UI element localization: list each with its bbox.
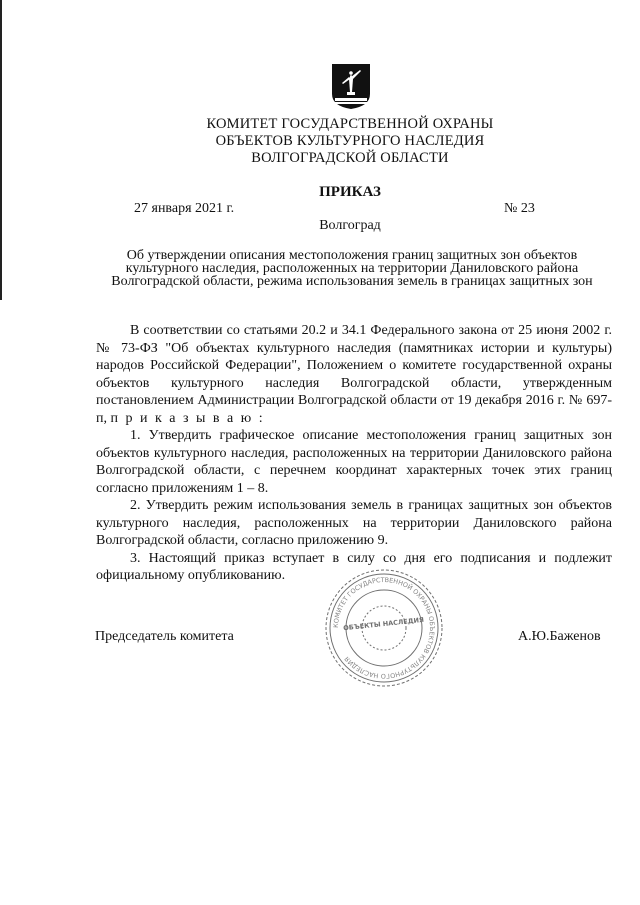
committee-name-line-2: ОБЪЕКТОВ КУЛЬТУРНОГО НАСЛЕДИЯ (215, 133, 485, 149)
order-item-3: 3. Настоящий приказ вступает в силу со дня его подписания и подлежит официальному опубликованию. (96, 550, 612, 583)
official-seal-icon (322, 566, 446, 690)
order-item-2: 2. Утвердить режим использования земель в границах защитных зон объектов культурного наследия, расположенных на территории Даниловского района Волгоградской области, согласно приложению 9. (96, 498, 612, 548)
order-preamble (96, 322, 612, 427)
order-number: № 23 (504, 201, 535, 216)
volgograd-region-emblem-icon (330, 62, 372, 110)
signer-name: А.Ю.Баженов (518, 629, 601, 644)
order-date: 27 января 2021 г. (134, 201, 235, 216)
committee-name-line-1: КОМИТЕТ ГОСУДАРСТВЕННОЙ ОХРАНЫ (206, 116, 494, 132)
signer-position: Председатель комитета (95, 629, 234, 644)
order-city: Волгоград (319, 218, 381, 233)
order-subject: Об утверждении описания местоположения границ защитных зон объектов культурного наследия, расположенных на территории Даниловского района Волгоградской области, режима использования земель в границах защитных зон (111, 248, 593, 289)
order-directive: п р и к а з ы в а ю : (110, 410, 265, 426)
stamp-ring-text: КОМИТЕТ ГОСУДАРСТВЕННОЙ ОХРАНЫ ОБЪЕКТОВ КУЛЬТУРНОГО НАСЛЕДИЯ (331, 575, 437, 681)
scan-edge-line (0, 0, 2, 300)
order-title: ПРИКАЗ (319, 184, 381, 200)
order-item-1: 1. Утвердить графическое описание местоположения границ защитных зон объектов культурного наследия, расположенных на территории Даниловского района Волгоградской области, с перечнем координат характерных точек этих границ согласно приложениям 1 – 8. (96, 428, 612, 496)
committee-name-line-3: ВОЛГОГРАДСКОЙ ОБЛАСТИ (251, 150, 449, 166)
order-body (96, 322, 612, 585)
preamble-text: В соответствии со статьями 20.2 и 34.1 Федерального закона от 25 июня 2002 г. № 73-ФЗ "Об объектах культурного наследия (памятниках истории и культуры) народов Российской Федерации", Положением о комитете государственной охраны объектов культурного наследия Волгоградской области, утвержденным постановлением Администрации Волгоградской области от 19 декабря 2016 г. № 697-п, (96, 323, 612, 426)
stamp-inner-text: ОБЪЕКТЫ НАСЛЕДИЯ (342, 615, 425, 633)
